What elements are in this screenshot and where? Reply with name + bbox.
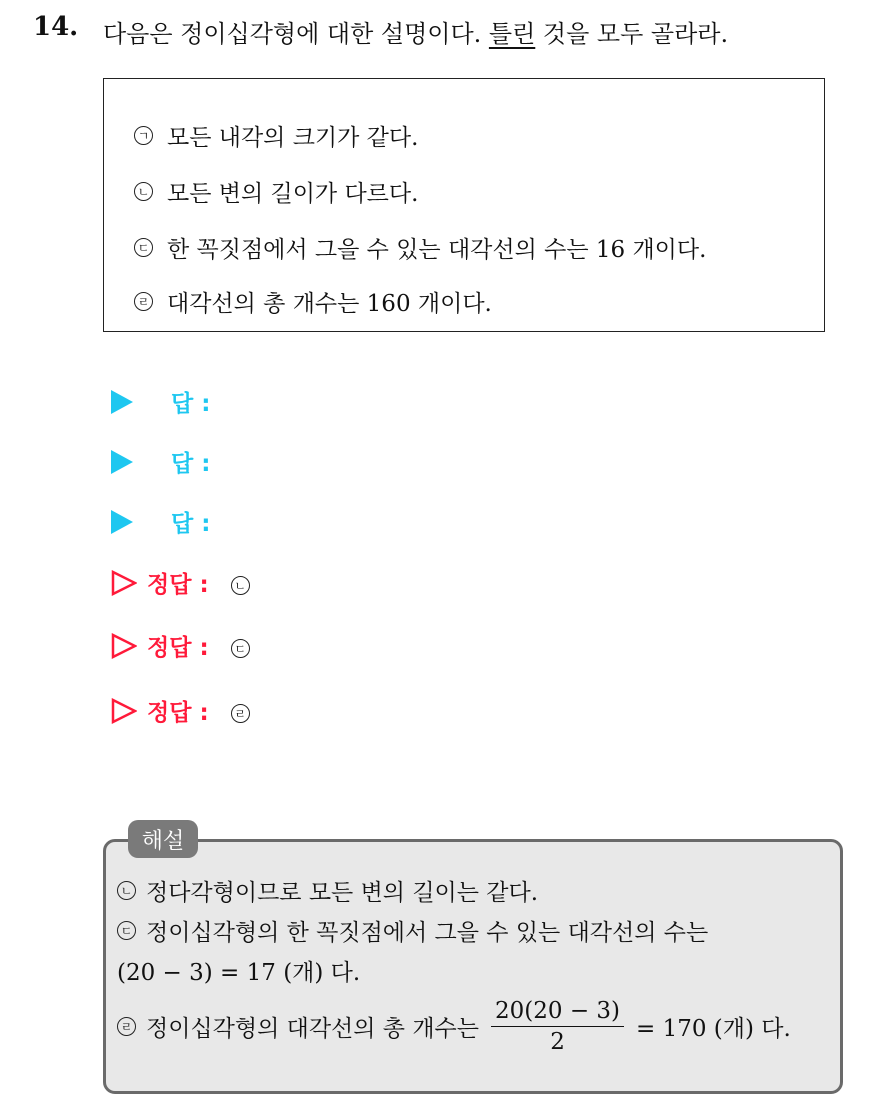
explanation-title: 해설 — [128, 820, 198, 858]
question-underlined-word: 틀린 — [488, 20, 536, 48]
answer-label: 답 : — [171, 451, 211, 477]
statement-text: 모든 변의 길이가 다르다. — [167, 181, 419, 207]
correct-answer-value — [231, 698, 250, 724]
explanation-line-4 — [117, 998, 791, 1055]
explanation-text: 정이십각형의 한 꼭짓점에서 그을 수 있는 대각선의 수는 — [146, 920, 709, 946]
statement-marker: ㄴ — [134, 182, 153, 201]
correct-answer-label: 정답 : — [147, 700, 209, 726]
answer-marker: ㄴ — [231, 576, 250, 595]
answer-blank-3[interactable] — [111, 505, 210, 538]
question-text-after: 것을 모두 골라라. — [535, 20, 729, 48]
statement-2 — [134, 175, 418, 208]
correct-answer-1 — [111, 566, 250, 599]
correct-answer-value — [231, 570, 250, 596]
correct-answer-2 — [111, 629, 250, 662]
statement-marker: ㄱ — [134, 126, 153, 145]
explanation-text: (20 − 3) = 17 (개) 다. — [117, 960, 361, 986]
correct-answer-value — [231, 633, 250, 659]
outline-triangle-icon — [111, 698, 137, 724]
correct-answer-label: 정답 : — [147, 572, 209, 598]
question-number: 14. — [33, 12, 79, 42]
fraction — [491, 998, 624, 1055]
play-triangle-icon — [111, 390, 133, 414]
explanation-line-3 — [117, 954, 360, 987]
statements-box — [103, 78, 825, 332]
answer-marker: ㄹ — [231, 704, 250, 723]
statement-marker: ㄷ — [134, 238, 153, 257]
statement-1 — [134, 119, 418, 152]
outline-triangle-icon — [111, 570, 137, 596]
explanation-result: = 170 (개) 다. — [636, 1016, 791, 1042]
correct-answer-label: 정답 : — [147, 635, 209, 661]
statement-text: 한 꼭짓점에서 그을 수 있는 대각선의 수는 16 개이다. — [167, 237, 707, 263]
explanation-line-1 — [117, 874, 538, 907]
play-triangle-icon — [111, 450, 133, 474]
explanation-marker: ㄹ — [117, 1017, 136, 1036]
explanation-text: 정이십각형의 대각선의 총 개수는 — [146, 1016, 479, 1042]
answer-blank-1[interactable] — [111, 385, 210, 418]
statement-4 — [134, 285, 492, 318]
explanation-line-2 — [117, 914, 708, 947]
explanation-text: 정다각형이므로 모든 변의 길이는 같다. — [146, 880, 539, 906]
fraction-numerator: 20(20 − 3) — [491, 998, 624, 1027]
question-text-before: 다음은 정이십각형에 대한 설명이다. — [103, 20, 489, 48]
outline-triangle-icon — [111, 633, 137, 659]
explanation-marker: ㄷ — [117, 921, 136, 940]
answer-label: 답 : — [171, 391, 211, 417]
question-text — [103, 14, 728, 49]
fraction-denominator: 2 — [550, 1029, 565, 1055]
play-triangle-icon — [111, 510, 133, 534]
statement-text: 모든 내각의 크기가 같다. — [167, 125, 419, 151]
statement-3 — [134, 231, 706, 264]
correct-answer-3 — [111, 694, 250, 727]
explanation-marker: ㄴ — [117, 881, 136, 900]
statement-marker: ㄹ — [134, 292, 153, 311]
statement-text: 대각선의 총 개수는 160 개이다. — [167, 291, 492, 317]
answer-label: 답 : — [171, 511, 211, 537]
answer-blank-2[interactable] — [111, 445, 210, 478]
answer-marker: ㄷ — [231, 639, 250, 658]
